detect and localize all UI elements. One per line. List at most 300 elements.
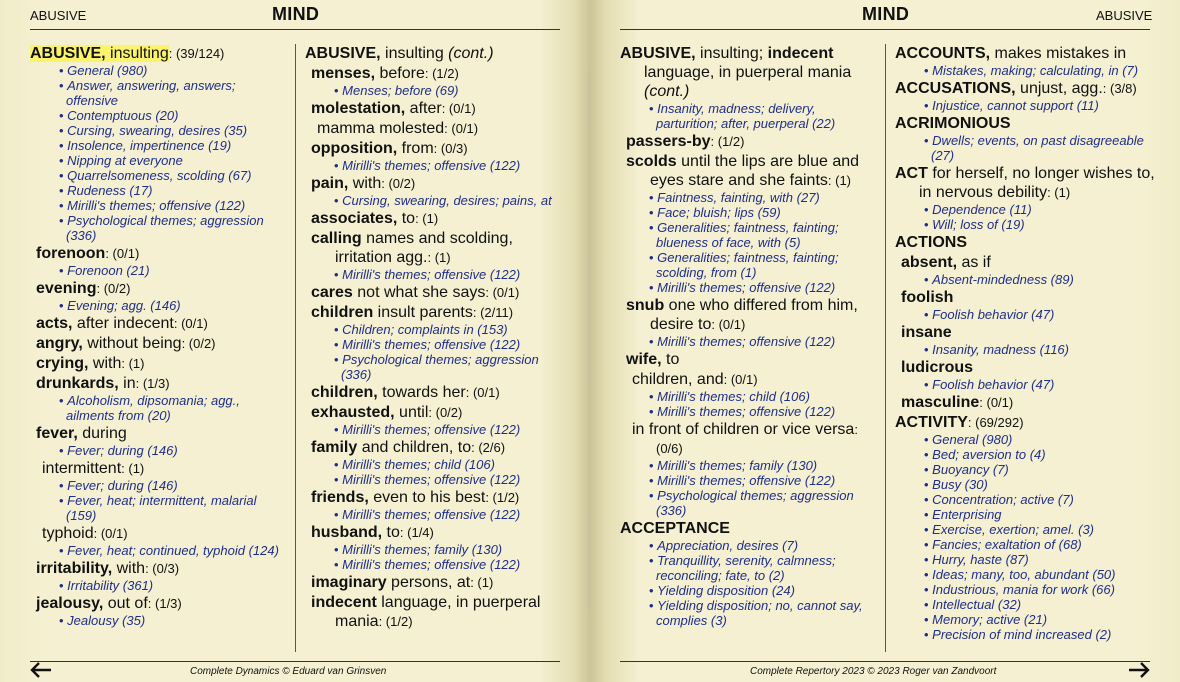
rubric-qualifier: after indecent: [72, 315, 174, 332]
rubric-text: [42, 460, 121, 477]
remedy-count: : (1/2): [424, 66, 459, 81]
remedy-count: : (0/1): [105, 246, 140, 261]
subrubric[interactable]: [620, 132, 875, 151]
cross-reference-link[interactable]: • Psychological themes; aggression (336): [305, 352, 563, 382]
rubric-keyword: cares: [311, 284, 353, 301]
rubric-text: [36, 355, 121, 372]
rubric-keyword: passers-by: [626, 133, 711, 150]
subrubric[interactable]: [305, 383, 563, 402]
remedy-count: : (0/2): [381, 176, 416, 191]
remedy-count: : (2/11): [472, 305, 514, 320]
remedy-count: : (1): [121, 461, 145, 476]
subrubric[interactable]: [305, 593, 563, 631]
right-column-2: [895, 43, 1157, 642]
remedy-count: : (1/2): [378, 614, 413, 629]
remedy-count: : (0/1): [465, 385, 500, 400]
subrubric[interactable]: [620, 350, 875, 369]
rubric-keyword: children,: [311, 384, 378, 401]
rubric-qualifier: without being: [82, 335, 182, 352]
subrubric[interactable]: [305, 139, 563, 158]
cross-reference-link[interactable]: • Dependence (11): [895, 202, 1157, 217]
rubric-text: [311, 65, 425, 82]
rubric-text: [36, 425, 127, 442]
subrubric[interactable]: [895, 253, 1157, 272]
rubric-text: [895, 234, 967, 251]
rubric-qualifier: names and scolding, irritation agg.: [335, 230, 513, 266]
cross-reference-link[interactable]: • Insolence, impertinence (19): [30, 138, 285, 153]
rubric-qualifier: during: [77, 425, 127, 442]
continued-marker: (cont.): [644, 83, 690, 100]
cross-reference-link[interactable]: • Contemptuous (20): [30, 108, 285, 123]
rubric-text: [311, 384, 466, 401]
left-footer-copyright: Complete Dynamics © Eduard van Grinsven: [190, 666, 387, 677]
subrubric[interactable]: [620, 370, 875, 389]
rubric-heading[interactable]: [895, 114, 1157, 133]
cross-reference-link[interactable]: • Mirilli's themes; offensive (122): [620, 473, 875, 488]
rubric-text: [901, 324, 952, 341]
rubric-keyword: calling: [311, 230, 362, 247]
subrubric[interactable]: [30, 279, 285, 298]
cross-reference-link[interactable]: • Insanity, madness; delivery, parturition; after, puerperal (22): [620, 101, 875, 131]
rubric-heading[interactable]: [895, 164, 1157, 202]
rubric-text: [632, 371, 724, 388]
rubric-keyword: insane: [901, 324, 952, 341]
cross-reference-link[interactable]: • Mirilli's themes; offensive (122): [305, 337, 563, 352]
cross-reference-link[interactable]: • Cursing, swearing, desires (35): [30, 123, 285, 138]
rubric-keyword: associates,: [311, 210, 398, 227]
cross-reference-link[interactable]: • Foolish behavior (47): [895, 377, 1157, 392]
cross-reference-link[interactable]: • Mirilli's themes; offensive (122): [305, 472, 563, 487]
cross-reference-link[interactable]: • Psychological themes; aggression (336): [30, 213, 285, 243]
rubric-keyword: pain,: [311, 175, 349, 192]
subrubric[interactable]: [895, 393, 1157, 412]
subrubric[interactable]: [305, 119, 563, 138]
rubric-keyword: ACCUSATIONS,: [895, 80, 1016, 97]
rubric-qualifier: in front of children or vice versa: [632, 421, 855, 438]
cross-reference-link[interactable]: • Menses; before (69): [305, 83, 563, 98]
cross-reference-link[interactable]: • Memory; active (21): [895, 612, 1157, 627]
remedy-count: : (0/2): [96, 281, 131, 296]
rubric-keyword: forenoon: [36, 245, 106, 262]
cross-reference-link[interactable]: • Yielding disposition (24): [620, 583, 875, 598]
rubric-qualifier: persons, at: [386, 574, 471, 591]
rubric-text: [901, 394, 979, 411]
rubric-keyword: absent,: [901, 254, 958, 271]
rubric-text: [36, 280, 96, 297]
rubric-text: [895, 115, 1011, 132]
rubric-qualifier: before: [375, 65, 425, 82]
cross-reference-link[interactable]: • Mirilli's themes; offensive (122): [620, 334, 875, 349]
rubric-text: [317, 120, 444, 137]
rubric-text: [311, 489, 485, 506]
cross-reference-link[interactable]: • Faintness, fainting, with (27): [620, 190, 875, 205]
right-column-divider: [885, 44, 886, 652]
rubric-qualifier: mamma molested: [317, 120, 445, 137]
rubric-text: [311, 100, 442, 117]
cross-reference-link[interactable]: • Mirilli's themes; offensive (122): [305, 557, 563, 572]
rubric-keyword: molestation,: [311, 100, 406, 117]
rubric-text: [311, 175, 381, 192]
remedy-count: : (1): [1047, 185, 1071, 200]
rubric-text: [311, 230, 513, 266]
subrubric[interactable]: [30, 244, 285, 263]
subrubric[interactable]: [305, 229, 563, 267]
remedy-count: : (0/6): [656, 422, 858, 456]
rubric-text: [311, 594, 540, 630]
rubric-qualifier: with: [348, 175, 382, 192]
rubric-text: [895, 45, 1126, 62]
remedy-count: : (1): [827, 173, 852, 188]
rubric-keyword: wife,: [626, 351, 662, 368]
rubric-qualifier: until: [394, 404, 429, 421]
cross-reference-link[interactable]: • General (980): [895, 432, 1157, 447]
rubric-keyword: ABUSIVE,: [620, 45, 696, 62]
cross-reference-link[interactable]: • Ideas; many, too, abundant (50): [895, 567, 1157, 582]
subrubric[interactable]: [305, 99, 563, 118]
remedy-count: : (0/1): [441, 101, 476, 116]
remedy-count: : (0/1): [711, 317, 746, 332]
cross-reference-link[interactable]: • Mirilli's themes; offensive (122): [305, 422, 563, 437]
rubric-text: [311, 439, 471, 456]
subrubric[interactable]: [30, 559, 285, 578]
cross-reference-link[interactable]: • Alcoholism, dipsomania; agg., ailments from (20): [30, 393, 285, 423]
subrubric[interactable]: [305, 523, 563, 542]
left-header-rubric: ABUSIVE: [30, 8, 87, 23]
cross-reference-link[interactable]: • Fever; during (146): [30, 478, 285, 493]
rubric-heading[interactable]: [620, 519, 875, 538]
rubric-text: [311, 304, 473, 321]
cross-reference-link[interactable]: • Concentration; active (7): [895, 492, 1157, 507]
rubric-qualifier: makes mistakes in: [990, 45, 1127, 62]
cross-reference-link[interactable]: • General (980): [30, 63, 285, 78]
rubric-keyword: ACT: [895, 165, 928, 182]
left-header-chapter: MIND: [272, 4, 320, 24]
rubric-keyword: children: [311, 304, 374, 321]
rubric-keyword: ACCOUNTS,: [895, 45, 991, 62]
cross-reference-link[interactable]: • Generalities; faintness, fainting; blueness of face, with (5): [620, 220, 875, 250]
subrubric[interactable]: [305, 488, 563, 507]
continued-marker: (cont.): [448, 45, 494, 62]
subrubric[interactable]: [895, 323, 1157, 342]
cross-reference-link[interactable]: • Insanity, madness (116): [895, 342, 1157, 357]
cross-reference-link[interactable]: • Mirilli's themes; offensive (122): [305, 267, 563, 282]
rubric-text: [895, 165, 1155, 201]
rubric-keyword: angry,: [36, 335, 83, 352]
rubric-text: [895, 414, 968, 431]
cross-reference-link[interactable]: • Irritability (361): [30, 578, 285, 593]
subrubric[interactable]: [305, 573, 563, 592]
remedy-count: : (0/2): [181, 336, 216, 351]
rubric-keyword: foolish: [901, 289, 954, 306]
rubric-text: [626, 133, 711, 150]
rubric-keyword: ACCEPTANCE: [620, 520, 730, 537]
subrubric[interactable]: [305, 403, 563, 422]
subrubric[interactable]: [895, 358, 1157, 377]
cross-reference-link[interactable]: • Mirilli's themes; family (130): [620, 458, 875, 473]
right-header-rubric: ABUSIVE: [1096, 8, 1153, 23]
rubric-qualifier: children, and: [632, 371, 724, 388]
subrubric[interactable]: [30, 594, 285, 613]
cross-reference-link[interactable]: • Hurry, haste (87): [895, 552, 1157, 567]
left-footer-rule: [30, 661, 560, 662]
cross-reference-link[interactable]: • Mirilli's themes; family (130): [305, 542, 563, 557]
remedy-count: : (69/292): [967, 415, 1024, 430]
rubric-text: [36, 315, 174, 332]
remedy-count: : (0/1): [979, 395, 1014, 410]
rubric-text: [626, 351, 679, 368]
cross-reference-link[interactable]: • Enterprising: [895, 507, 1157, 522]
cross-reference-link[interactable]: • Evening; agg. (146): [30, 298, 285, 313]
rubric-qualifier: from: [397, 140, 434, 157]
subrubric[interactable]: [620, 420, 875, 458]
rubric-text: [311, 210, 415, 227]
rubric-text: [901, 289, 953, 306]
cross-reference-link[interactable]: • Mirilli's themes; offensive (122): [305, 507, 563, 522]
rubric-text: [305, 45, 494, 62]
cross-reference-link[interactable]: • Yielding disposition; no, cannot say, complies (3): [620, 598, 875, 628]
rubric-keyword: opposition,: [311, 140, 398, 157]
subrubric[interactable]: [30, 374, 285, 393]
rubric-qualifier: insulting: [105, 45, 169, 62]
cross-reference-link[interactable]: • Mirilli's themes; offensive (122): [620, 280, 875, 295]
cross-reference-link[interactable]: • Fever; during (146): [30, 443, 285, 458]
cross-reference-link[interactable]: • Absent-mindedness (89): [895, 272, 1157, 287]
subrubric[interactable]: [30, 524, 285, 543]
rubric-qualifier: out of: [103, 595, 148, 612]
rubric-heading[interactable]: [305, 44, 563, 63]
rubric-qualifier: language, in puerperal mania: [644, 64, 852, 81]
cross-reference-link[interactable]: • Intellectual (32): [895, 597, 1157, 612]
subrubric[interactable]: [305, 64, 563, 83]
rubric-keyword: ABUSIVE,: [305, 45, 381, 62]
rubric-keyword: fever,: [36, 425, 78, 442]
rubric-text: [632, 421, 854, 438]
rubric-qualifier: towards her: [377, 384, 466, 401]
rubric-heading[interactable]: [620, 44, 875, 101]
cross-reference-link[interactable]: • Children; complaints in (153): [305, 322, 563, 337]
rubric-keyword: masculine: [901, 394, 980, 411]
rubric-qualifier: after: [405, 100, 442, 117]
remedy-count: : (1): [121, 356, 145, 371]
remedy-count: : (2/6): [471, 440, 506, 455]
rubric-qualifier: to: [397, 210, 416, 227]
rubric-heading[interactable]: [895, 79, 1157, 98]
rubric-keyword: ACRIMONIOUS: [895, 115, 1011, 132]
remedy-count: : (0/2): [428, 405, 463, 420]
rubric-keyword: jealousy,: [36, 595, 104, 612]
rubric-heading[interactable]: [30, 44, 285, 63]
rubric-text: [620, 520, 730, 537]
rubric-text: [626, 153, 859, 189]
remedy-count: : (1/3): [135, 376, 170, 391]
cross-reference-link[interactable]: • Cursing, swearing, desires; pains, at: [305, 193, 563, 208]
rubric-qualifier: as if: [957, 254, 991, 271]
cross-reference-link[interactable]: • Quarrelsomeness, scolding (67): [30, 168, 285, 183]
remedy-count: : (1): [470, 575, 494, 590]
cross-reference-link[interactable]: • Psychological themes; aggression (336): [620, 488, 875, 518]
rubric-keyword: drunkards,: [36, 375, 119, 392]
rubric-text: [901, 359, 973, 376]
left-header-rule: [30, 29, 560, 30]
subrubric[interactable]: [895, 288, 1157, 307]
rubric-keyword: ABUSIVE,: [30, 45, 106, 62]
rubric-qualifier: intermittent: [42, 460, 122, 477]
subrubric[interactable]: [30, 314, 285, 333]
rubric-text: [311, 524, 400, 541]
right-footer-rule: [620, 661, 1150, 662]
subrubric[interactable]: [620, 296, 875, 334]
rubric-qualifier: in: [118, 375, 136, 392]
rubric-qualifier: even to his best: [368, 489, 486, 506]
cross-reference-link[interactable]: • Answer, answering, answers; offensive: [30, 78, 285, 108]
arrow-right-icon[interactable]: [1128, 660, 1150, 682]
rubric-keyword: exhausted,: [311, 404, 395, 421]
cross-reference-link[interactable]: • Mirilli's themes; offensive (122): [620, 404, 875, 419]
remedy-count: : (0/3): [433, 141, 468, 156]
rubric-text: [895, 80, 1103, 97]
subrubric[interactable]: [305, 303, 563, 322]
rubric-qualifier: insulting;: [695, 45, 768, 62]
cross-reference-link[interactable]: • Bed; aversion to (4): [895, 447, 1157, 462]
remedy-count: : (3/8): [1102, 81, 1137, 96]
left-column-2: [305, 43, 563, 631]
rubric-qualifier: insulting: [380, 45, 449, 62]
subrubric[interactable]: [30, 424, 285, 443]
arrow-left-icon[interactable]: [30, 660, 52, 682]
cross-reference-link[interactable]: • Tranquillity, serenity, calmness; reconciling; fate, to (2): [620, 553, 875, 583]
remedy-count: : (0/1): [93, 526, 128, 541]
remedy-count: : (39/124): [168, 46, 225, 61]
subrubric[interactable]: [30, 354, 285, 373]
rubric-qualifier: not what she says: [352, 284, 486, 301]
rubric-keyword: ludicrous: [901, 359, 974, 376]
rubric-keyword: indecent: [311, 594, 377, 611]
remedy-count: : (0/3): [145, 561, 180, 576]
right-column-1: [620, 43, 875, 628]
rubric-text: [311, 140, 434, 157]
rubric-keyword: scolds: [626, 153, 677, 170]
cross-reference-link[interactable]: • Rudeness (17): [30, 183, 285, 198]
subrubric[interactable]: [620, 152, 875, 190]
cross-reference-link[interactable]: • Mistakes, making; calculating, in (7): [895, 63, 1157, 78]
left-column-divider: [295, 44, 296, 652]
rubric-keyword: family: [311, 439, 358, 456]
rubric-heading[interactable]: [895, 413, 1157, 432]
rubric-keyword: ACTIVITY: [895, 414, 968, 431]
cross-reference-link[interactable]: • Will; loss of (19): [895, 217, 1157, 232]
rubric-qualifier: insult parents: [373, 304, 473, 321]
rubric-keyword: indecent: [767, 45, 834, 62]
rubric-qualifier: and children, to: [357, 439, 472, 456]
rubric-text: [36, 245, 105, 262]
cross-reference-link[interactable]: • Busy (30): [895, 477, 1157, 492]
left-column-1: [30, 43, 285, 628]
cross-reference-link[interactable]: • Dwells; events, on past disagreeable (27): [895, 133, 1157, 163]
rubric-keyword: irritability,: [36, 560, 113, 577]
right-footer-copyright: Complete Repertory 2023 © 2023 Roger van Zandvoort: [750, 666, 997, 677]
rubric-heading[interactable]: [895, 233, 1157, 252]
remedy-count: : (0/1): [485, 285, 520, 300]
remedy-count: : (0/1): [723, 372, 758, 387]
cross-reference-link[interactable]: • Precision of mind increased (2): [895, 627, 1157, 642]
cross-reference-link[interactable]: • Appreciation, desires (7): [620, 538, 875, 553]
rubric-keyword: imaginary: [311, 574, 387, 591]
cross-reference-link[interactable]: • Buoyancy (7): [895, 462, 1157, 477]
rubric-qualifier: unjust, agg.: [1015, 80, 1103, 97]
cross-reference-link[interactable]: • Mirilli's themes; child (106): [620, 389, 875, 404]
cross-reference-link[interactable]: • Mirilli's themes; offensive (122): [305, 158, 563, 173]
cross-reference-link[interactable]: • Industrious, mania for work (66): [895, 582, 1157, 597]
rubric-heading[interactable]: [895, 44, 1157, 63]
remedy-count: : (1): [427, 250, 451, 265]
subrubric[interactable]: [30, 459, 285, 478]
rubric-keyword: evening: [36, 280, 97, 297]
rubric-qualifier: to: [661, 351, 680, 368]
rubric-text: [36, 335, 182, 352]
remedy-count: : (0/1): [444, 121, 479, 136]
cross-reference-link[interactable]: • Fancies; exaltation of (68): [895, 537, 1157, 552]
cross-reference-link[interactable]: • Nipping at everyone: [30, 153, 285, 168]
subrubric[interactable]: [305, 174, 563, 193]
subrubric[interactable]: [30, 334, 285, 353]
cross-reference-link[interactable]: • Fever, heat; continued, typhoid (124): [30, 543, 285, 558]
rubric-text: [901, 254, 991, 271]
rubric-keyword: acts,: [36, 315, 73, 332]
right-page: [590, 0, 1180, 682]
rubric-qualifier: with: [112, 560, 146, 577]
rubric-text: [311, 574, 470, 591]
rubric-keyword: menses,: [311, 65, 376, 82]
cross-reference-link[interactable]: • Mirilli's themes; child (106): [305, 457, 563, 472]
rubric-keyword: snub: [626, 297, 665, 314]
rubric-text: [36, 375, 136, 392]
cross-reference-link[interactable]: • Injustice, cannot support (11): [895, 98, 1157, 113]
subrubric[interactable]: [305, 438, 563, 457]
right-header-chapter: MIND: [862, 4, 910, 24]
rubric-qualifier: language, in puerperal mania: [335, 594, 541, 630]
cross-reference-link[interactable]: • Mirilli's themes; offensive (122): [30, 198, 285, 213]
remedy-count: : (1/3): [147, 596, 182, 611]
rubric-text: [36, 595, 148, 612]
cross-reference-link[interactable]: • Fever, heat; intermittent, malarial (159): [30, 493, 285, 523]
cross-reference-link[interactable]: • Jealousy (35): [30, 613, 285, 628]
cross-reference-link[interactable]: • Foolish behavior (47): [895, 307, 1157, 322]
rubric-text: [311, 404, 428, 421]
rubric-text: [42, 525, 94, 542]
remedy-count: : (1/2): [710, 134, 745, 149]
right-header-rule: [620, 29, 1150, 30]
cross-reference-link[interactable]: • Generalities; faintness, fainting; scolding, from (1): [620, 250, 875, 280]
rubric-qualifier: until the lips are blue and eyes stare and she faints: [650, 153, 860, 189]
rubric-qualifier: with: [88, 355, 122, 372]
remedy-count: : (0/1): [173, 316, 208, 331]
cross-reference-link[interactable]: • Forenoon (21): [30, 263, 285, 278]
rubric-keyword: crying,: [36, 355, 89, 372]
cross-reference-link[interactable]: • Exercise, exertion; amel. (3): [895, 522, 1157, 537]
rubric-keyword: friends,: [311, 489, 369, 506]
rubric-keyword: husband,: [311, 524, 383, 541]
rubric-text: [620, 45, 851, 100]
subrubric[interactable]: [305, 209, 563, 228]
highlighted-rubric: [30, 45, 169, 62]
rubric-qualifier: to: [382, 524, 400, 541]
subrubric[interactable]: [305, 283, 563, 302]
cross-reference-link[interactable]: • Face; bluish; lips (59): [620, 205, 875, 220]
rubric-text: [311, 284, 485, 301]
rubric-keyword: ACTIONS: [895, 234, 967, 251]
rubric-text: [36, 560, 145, 577]
remedy-count: : (1/2): [485, 490, 520, 505]
